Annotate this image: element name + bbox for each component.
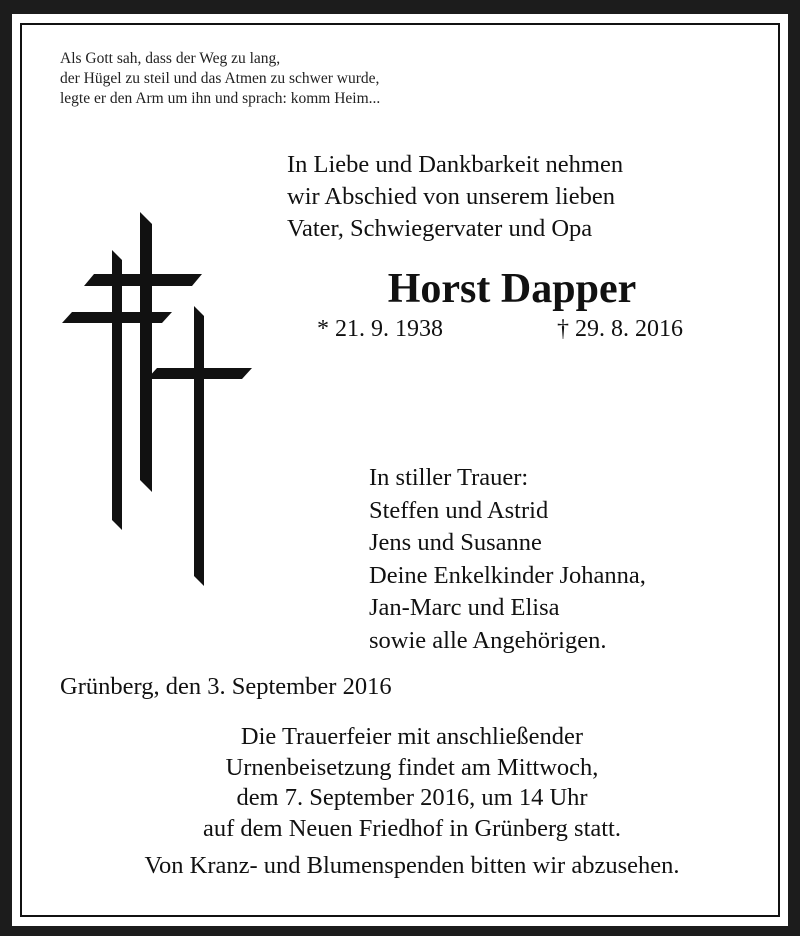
motto-line: der Hügel zu steil und das Atmen zu schwer wurde, xyxy=(60,70,380,87)
ceremony-line: Die Trauerfeier mit anschließender xyxy=(240,723,584,750)
obituary-card xyxy=(12,14,788,926)
donations-note: Von Kranz- und Blumenspenden bitten wir abzusehen. xyxy=(144,852,680,879)
death-date: † 29. 8. 2016 xyxy=(557,316,683,342)
mourner-line: sowie alle Angehörigen. xyxy=(369,626,607,654)
deceased-name: Horst Dapper xyxy=(387,266,637,312)
mourner-line: Jens und Susanne xyxy=(369,529,542,556)
mourner-line: Deine Enkelkinder Johanna, xyxy=(369,561,646,589)
ceremony-info xyxy=(42,722,782,844)
mourner-line: Steffen und Astrid xyxy=(369,496,549,524)
birth-date: * 21. 9. 1938 xyxy=(317,316,443,342)
ceremony-line: Urnenbeisetzung findet am Mittwoch, xyxy=(225,753,599,781)
intro-line: wir Abschied von unserem lieben xyxy=(287,183,615,210)
motto-line: Als Gott sah, dass der Weg zu lang, xyxy=(60,50,281,67)
mourner-line: Jan-Marc und Elisa xyxy=(369,594,560,621)
ceremony-line: dem 7. September 2016, um 14 Uhr xyxy=(236,784,588,811)
ceremony-line: auf dem Neuen Friedhof in Grünberg statt. xyxy=(203,814,621,842)
mourner-line: In stiller Trauer: xyxy=(369,464,529,491)
mourners-list xyxy=(369,462,646,657)
intro-line: Vater, Schwiegervater und Opa xyxy=(287,215,593,242)
intro-line: In Liebe und Dankbarkeit nehmen xyxy=(287,151,624,178)
place-and-date: Grünberg, den 3. September 2016 xyxy=(60,673,392,700)
motto-line: legte er den Arm um ihn und sprach: komm Heim... xyxy=(60,90,381,107)
